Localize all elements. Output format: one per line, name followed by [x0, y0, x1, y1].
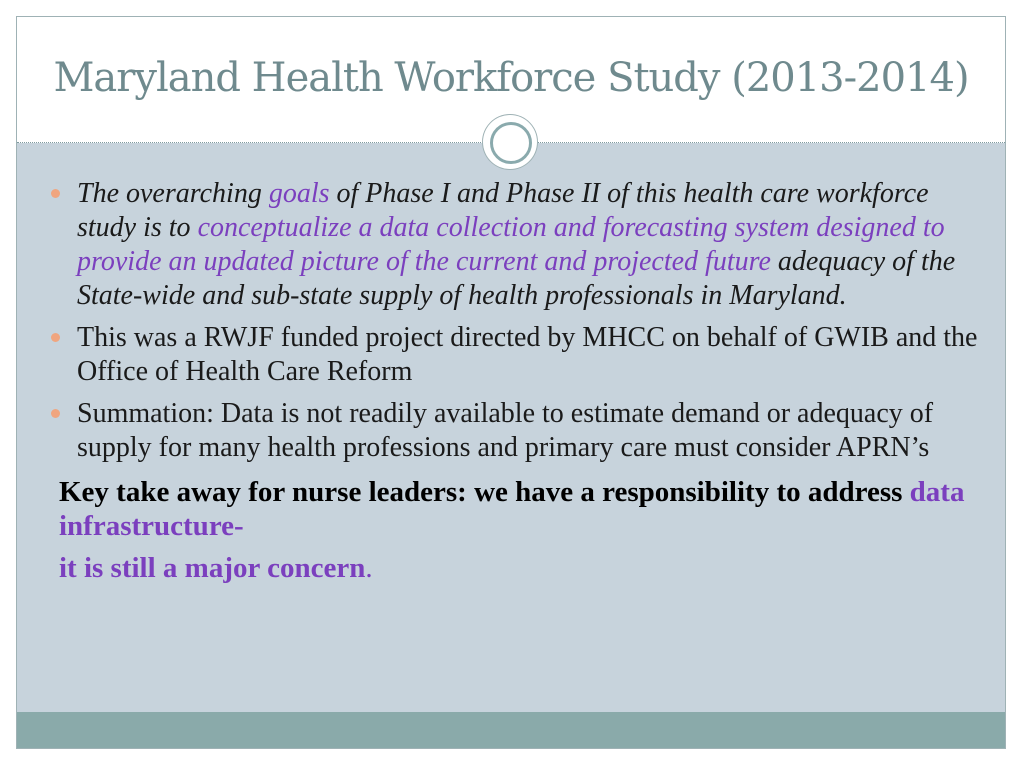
bullet-rwjf-text: This was a RWJF funded project directed by MHCC on behalf of GWIB and the Office of Health Care Reform [77, 322, 978, 387]
takeaway-end: . [365, 552, 373, 584]
takeaway-emphasis-2: it is still a major concern [59, 552, 366, 584]
footer-band [17, 712, 1005, 748]
takeaway-line-1 [59, 475, 981, 543]
bullet-goals-highlight-system: conceptualize a data collection and forecasting system designed to provide an updated picture of the current and projected future [77, 212, 945, 277]
takeaway-emphasis-1: data infrastructure- [59, 476, 965, 542]
bullet-dot-icon [51, 333, 60, 342]
slide [16, 16, 1006, 749]
bullet-goals-text-3: adequacy of the State-wide and sub-state supply of health professionals in Maryland. [77, 246, 956, 311]
slide-content [51, 177, 981, 585]
bullet-goals-highlight-goals: goals [268, 178, 330, 209]
key-takeaway [59, 475, 981, 585]
circle-ornament-inner [490, 122, 532, 164]
bullet-dot-icon [51, 409, 60, 418]
bullet-goals [51, 177, 981, 313]
takeaway-lead: Key take away for nurse leaders: we have a responsibility to address [59, 476, 910, 508]
bullet-goals-text-2: of Phase I and Phase II of this health care workforce study is to [77, 178, 929, 243]
bullet-dot-icon [51, 189, 60, 198]
bullet-rwjf [51, 321, 981, 389]
bullet-summation [51, 397, 981, 465]
bullet-summation-text: Summation: Data is not readily available to estimate demand or adequacy of supply for many health professions and primary care must consider APRN’s [77, 398, 934, 463]
bullet-goals-text-1: The overarching [77, 178, 269, 209]
circle-ornament-icon [483, 115, 537, 169]
slide-title: Maryland Health Workforce Study (2013-2014) [53, 55, 969, 101]
takeaway-line-2 [59, 551, 981, 585]
